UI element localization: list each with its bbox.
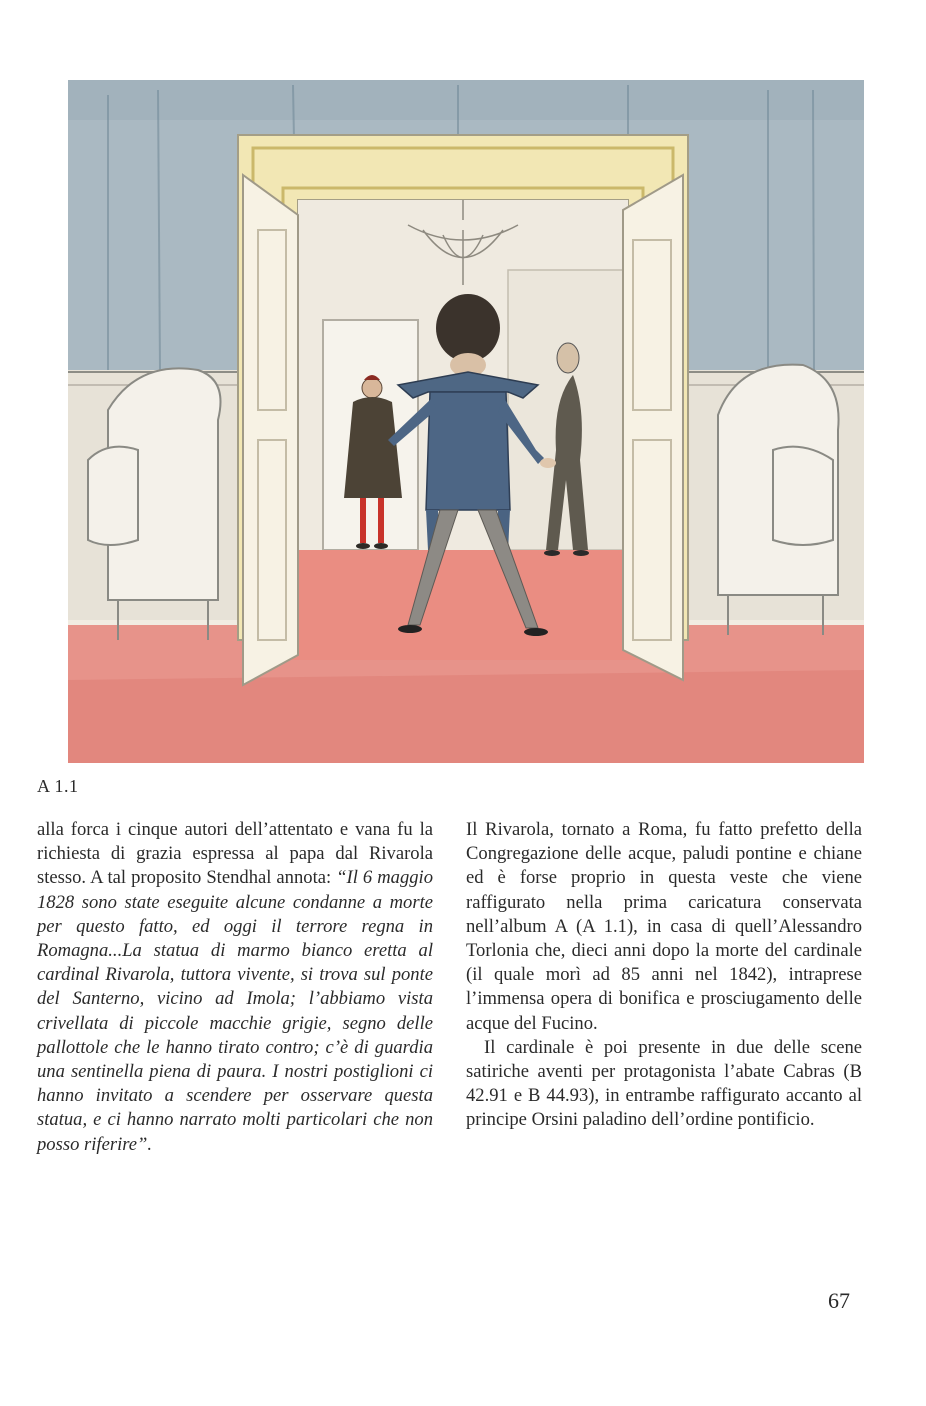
armchair-right	[718, 365, 839, 635]
page-number: 67	[828, 1288, 850, 1313]
door-right	[623, 175, 683, 680]
illustration-plate	[68, 80, 864, 763]
text-column-left	[37, 818, 433, 1157]
text-column-right	[466, 818, 862, 1133]
paragraph: Il cardinale è poi presente in due delle scene satiriche aventi per protagonista l’abate Cabras (B 42.91 e B 44.93), in entrambe raffigurato accanto al principe Orsini paladino dell’ordine pontificio.	[466, 1036, 862, 1131]
paragraph-lead: alla forca i cinque autori dell’attentato e vana fu la richiesta di grazia espressa al papa dal Rivarola stesso. A tal proposito Stendhal annota:	[37, 819, 433, 889]
figure-caption: A 1.1	[37, 776, 79, 796]
paragraph	[37, 818, 433, 1157]
armchair-left	[88, 368, 221, 640]
stendhal-quote: “Il 6 maggio 1828 sono state eseguite alcune condanne a morte per questo fatto, ed oggi il terrore regna in Romagna...La statua di marmo bianco eretta al cardinal Rivarola, tuttora vivente, si trova sul ponte del Santerno, vicino ad Imola; l’abbiamo vista crivellata di piccole macchie grigie, segno delle pallottole che le hanno tirato contro; c’è di guardia una sentinella piena di paura. I nostri postiglioni ci hanno invitato a scendere per osservare questa statua, e ci hanno narrato molti particolari che non posso riferire”.	[37, 867, 433, 1155]
caricature-drawing	[68, 80, 864, 763]
door-left	[243, 175, 298, 685]
paragraph: Il Rivarola, tornato a Roma, fu fatto prefetto della Congregazione delle acque, paludi pontine e chiane ed è forse proprio in questa veste che viene raffigurato nella prima caricatura conservata nell’album A (A 1.1), in casa di quell’Alessandro Torlonia che, dieci anni dopo la morte del cardinale (il quale morì ad 85 anni nel 1842), intraprese l’immensa opera di bonifica e prosciugamento delle acque del Fucino.	[466, 819, 862, 1034]
